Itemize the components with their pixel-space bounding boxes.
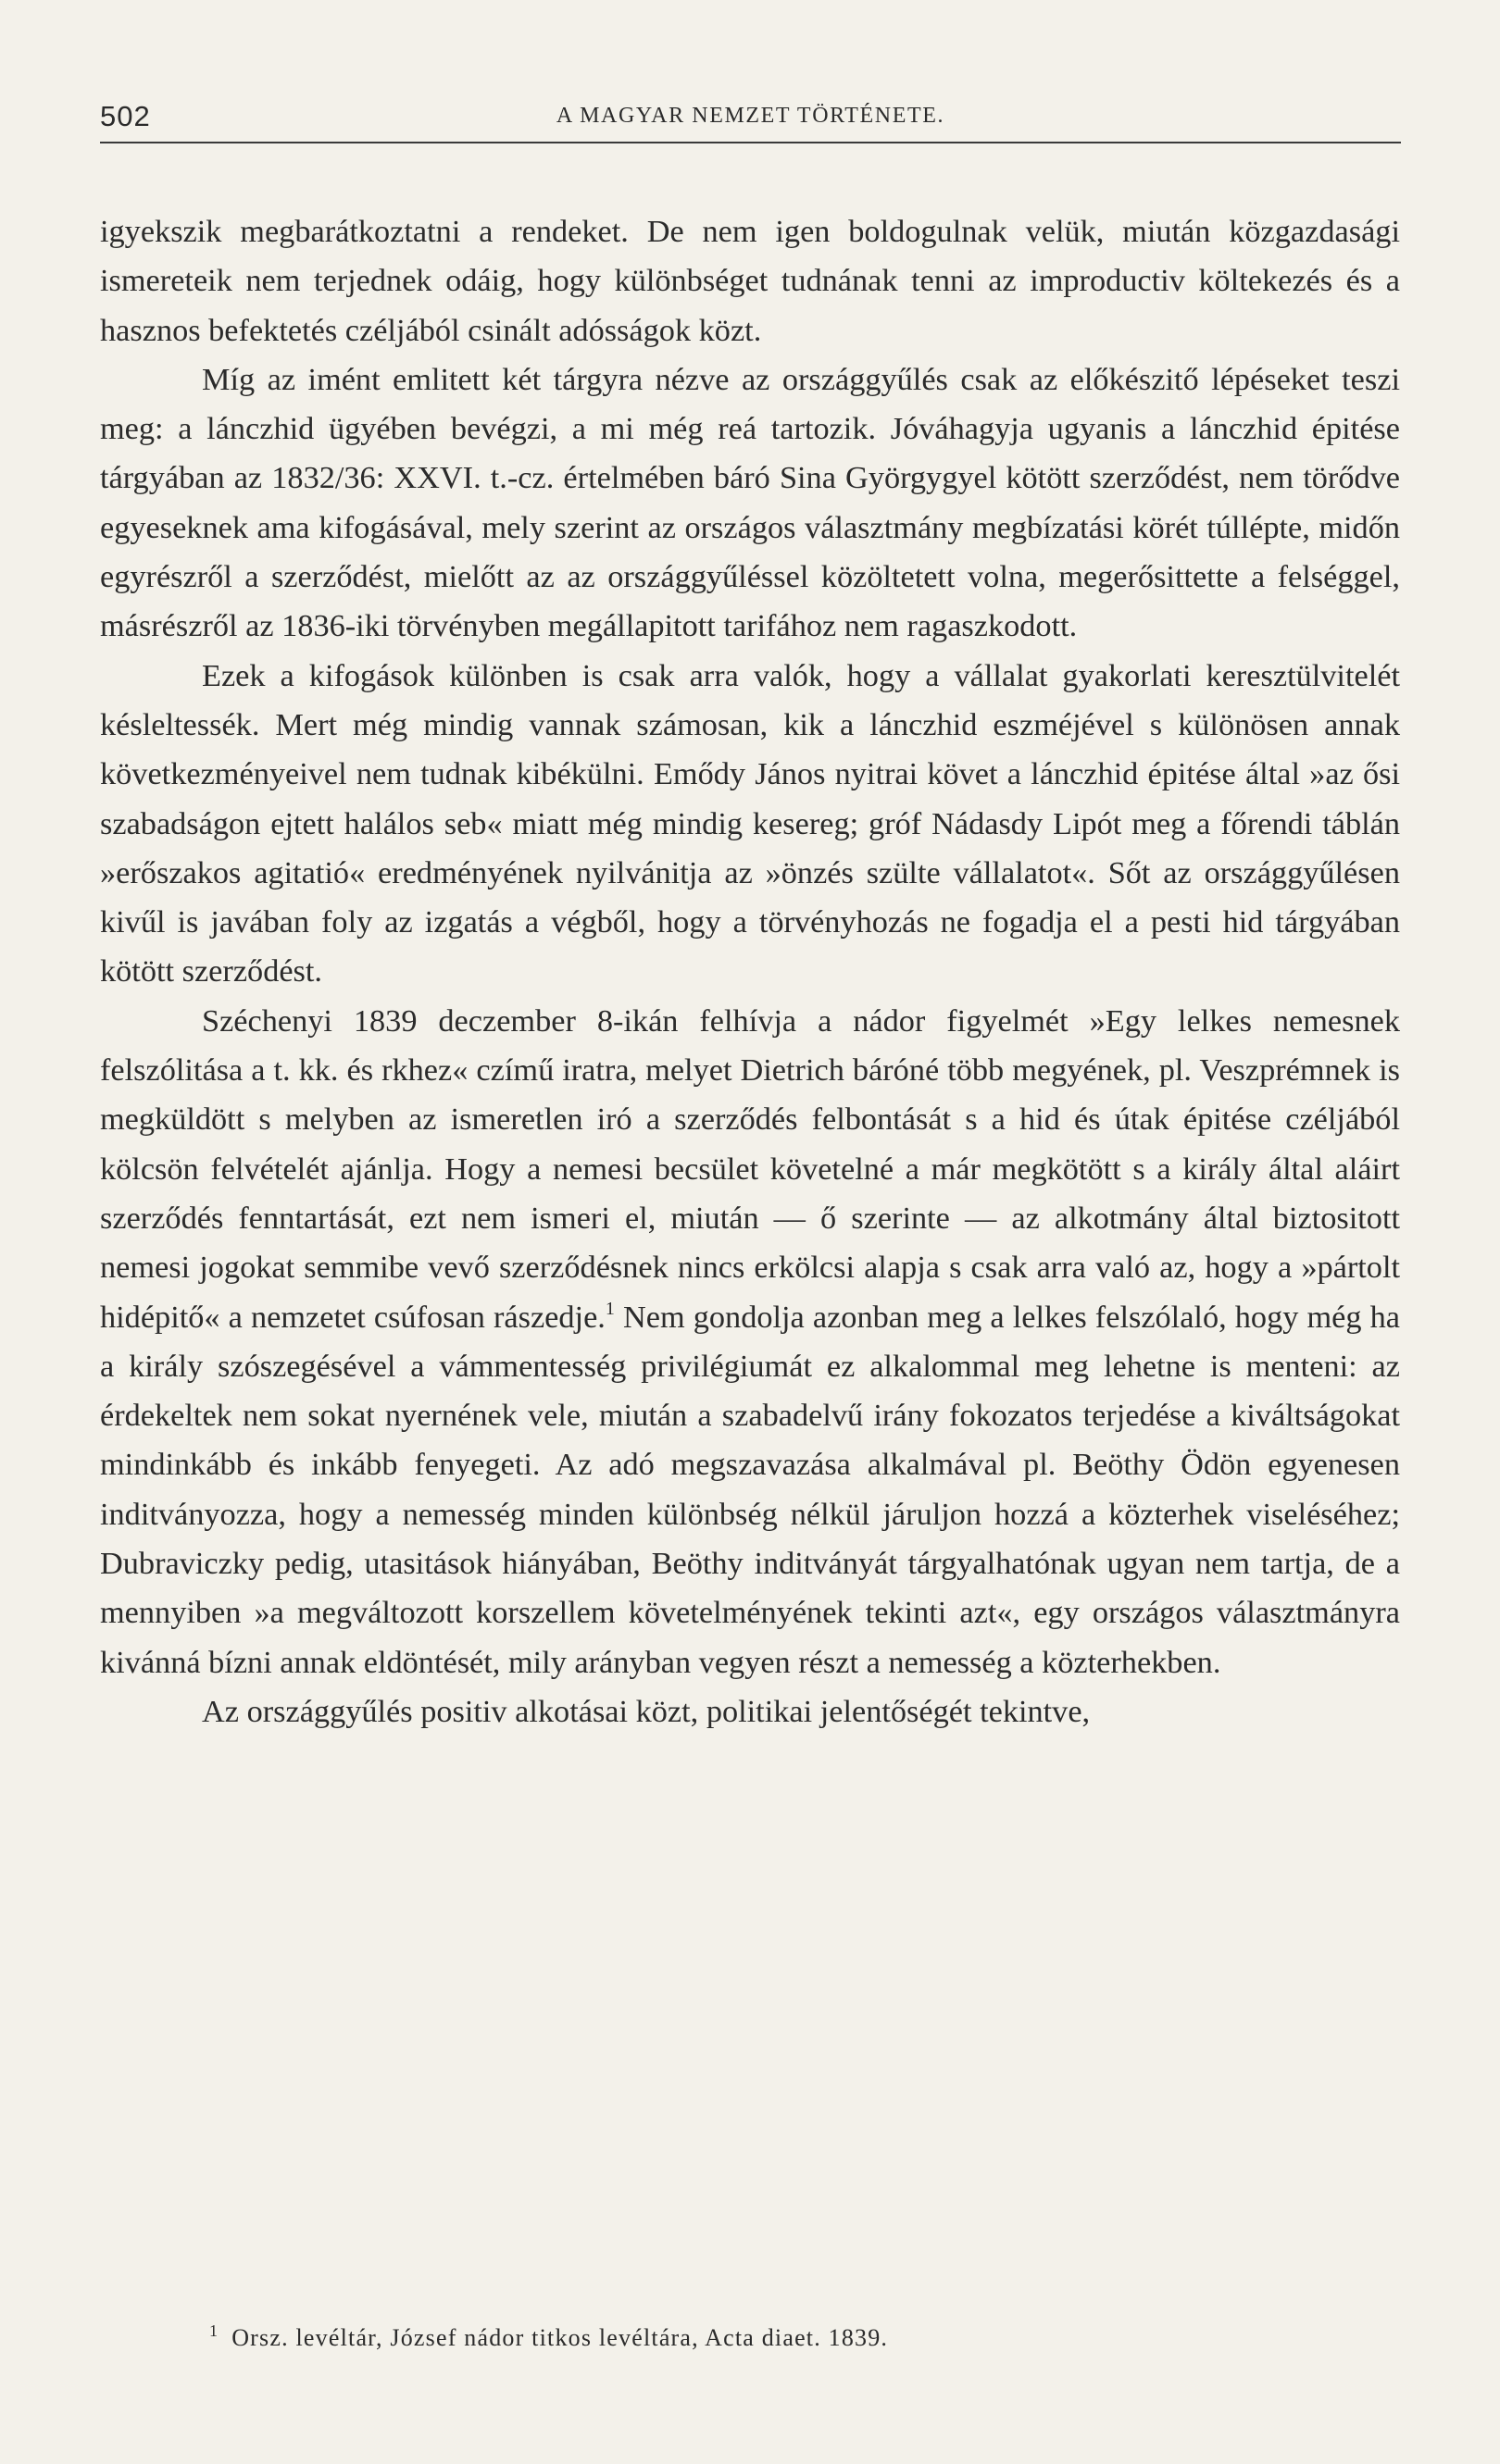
paragraph-1: igyekszik megbarátkoztatni a rendeket. De nem igen boldogulnak velük, miután közgazdasági ismereteik nem terjednek odáig, hogy különbséget tudnának tenni az improductiv költekezés és a hasznos befektetés czéljából csinált adósságok közt. (100, 214, 1400, 348)
paragraph-5: Az országgyűlés positiv alkotásai közt, politikai jelentőségét tekintve, (202, 1693, 1091, 1729)
paragraph-3: Ezek a kifogások különben is csak arra valók, hogy a vállalat gyakorlati keresztülvitelét késleltessék. Mert még mindig vannak számosan, kik a lánczhid eszméjével s különösen annak következményeivel nem tudnak kibékülni. Emődy János nyitrai követ a lánczhid épitése által »az ősi szabadságon ejtett halálos seb« miatt még mindig kesereg; gróf Nádasdy Lipót meg a főrendi táblán »erőszakos agitatió« eredményének nyilvánitja az »önzés szülte vállalatot«. Sőt az országgyűlésen kivűl is javában foly az izgatás a végből, hogy a törvényhozás ne fogadja el a pesti hid tárgyában kötött szerződést. (100, 657, 1400, 989)
page-number: 502 (100, 100, 151, 132)
footnote-reference: 1 (605, 1298, 615, 1319)
body-text (100, 207, 1400, 1736)
page-header (100, 98, 1401, 143)
header-rule (100, 142, 1401, 143)
footnote-mark: 1 (209, 2321, 219, 2340)
paragraph-4 (100, 997, 1400, 1687)
running-head: A MAGYAR NEMZET TÖRTÉNETE. (556, 104, 945, 128)
paragraph-4-text: Széchenyi 1839 deczember 8-ikán felhívja a nádor figyelmét »Egy lelkes nemesnek felszólitása a t. kk. és rkhez« czímű iratra, melyet Dietrich báróné több megyének, pl. Veszprémnek is megküldött s melyben az ismeretlen iró a szerződés felbontását s a hid és útak épitése czéljából kölcsön felvételét ajánlja. Hogy a nemesi becsület követelné a már megkötött s a király által aláirt szerződés fenntartását, ezt nem ismeri el, miután — ő szerinte — az alkotmány által biztositott nemesi jogokat semmibe vevő szerződésnek nincs erkölcsi alapja s csak arra való az, hogy a »pártolt hidépitő« a nemzetet csúfosan rászedje. (100, 1002, 1400, 1335)
paragraph-4-continued: Nem gondolja azonban meg a lelkes felszólaló, hogy még ha a király szószegésével a vámmentesség privilégiumát ez alkalommal meg lehetne is menteni: az érdekeltek nem sokat nyernének vele, miután a szabadelvű irány fokozatos terjedése a kiváltságokat mindinkább és inkább fenyegeti. Az adó megszavazása alkalmával pl. Beöthy Ödön egyenesen inditványozza, hogy a nemesség minden különbség nélkül járuljon hozzá a közterhek viseléséhez; Dubraviczky pedig, utasitások hiányában, Beöthy inditványát tárgyalhatónak ugyan nem tartja, de a mennyiben »a megváltozott korszellem követelményének tekinti azt«, egy országos választmányra kivánná bízni annak eldöntését, mily arányban vegyen részt a nemesség a közterhekben. (100, 1299, 1401, 1680)
footnote-text: Orsz. levéltár, József nádor titkos levéltára, Acta diaet. 1839. (231, 2324, 889, 2351)
paragraph-2: Míg az imént emlitett két tárgyra nézve az országgyűlés csak az előkészitő lépéseket teszi meg: a lánczhid ügyében bevégzi, a mi még reá tartozik. Jóváhagyja ugyanis a lánczhid épitése tárgyában az 1832/36: XXVI. t.-cz. értelmében báró Sina Györgygyel kötött szerződést, nem törődve egyeseknek ama kifogásával, mely szerint az országos választmány megbízatási körét túllépte, midőn egyrészről a szerződést, mielőtt az az országgyűléssel közöltetett volna, megerősittette a felséggel, másrészről az 1836-iki törvényben megállapitott tarifához nem ragaszkodott. (100, 361, 1400, 644)
footnote (100, 2321, 1400, 2352)
